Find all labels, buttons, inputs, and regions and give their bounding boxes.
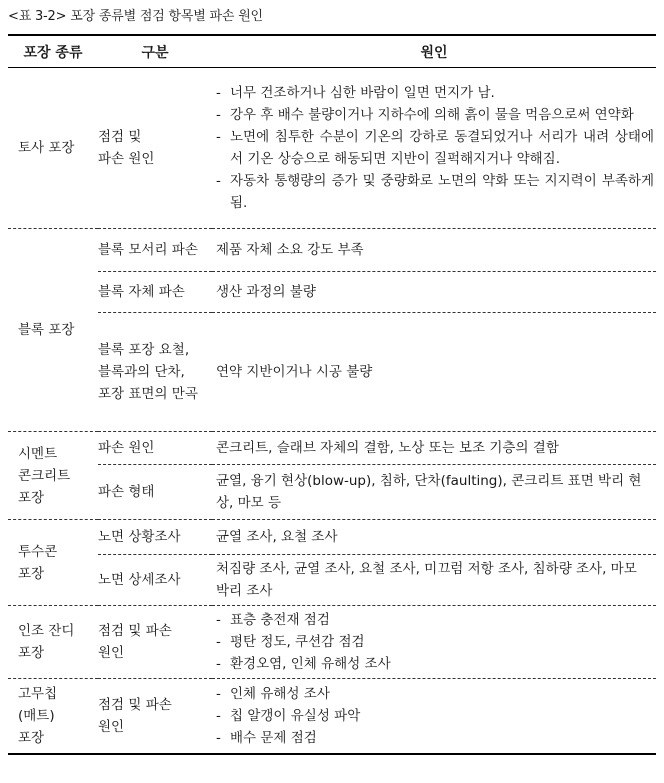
cause-cell: 연약 지반이거나 시공 불량: [212, 313, 656, 432]
header-category: 구분: [98, 35, 212, 68]
bullet-list: [216, 82, 654, 214]
list-item: - 노면에 침투한 수분이 기온의 강하로 동결되었거나 서리가 내려 상태에서 기온 상승으로 해동되면 지반이 질퍽해지거나 약해짐.: [216, 126, 654, 170]
cause-cell: [212, 606, 656, 679]
bullet-list: [216, 609, 654, 675]
category-cell: 노면 상황조사: [98, 520, 212, 555]
pavement-damage-table: [8, 34, 656, 755]
type-cell: 인조 잔디 포장: [8, 606, 98, 679]
table-row-permeable-2: [8, 555, 656, 606]
list-item: - 자동차 통행량의 증가 및 중량화로 노면의 약화 또는 지지력이 부족하게 됨.: [216, 170, 654, 214]
cause-cell: 생산 과정의 불량: [212, 272, 656, 313]
header-type: 포장 종류: [8, 35, 98, 68]
category-cell: 블록 자체 파손: [98, 272, 212, 313]
cause-cell: 제품 자체 소요 강도 부족: [212, 229, 656, 272]
table-row-block-2: [8, 272, 656, 313]
cause-cell: 균열, 융기 현상(blow-up), 침하, 단차(faulting), 콘크리트 표면 박리 현상, 마모 등: [212, 465, 656, 520]
table-row-rubber: [8, 679, 656, 755]
bullet-list: [216, 683, 654, 749]
cause-cell: [212, 679, 656, 755]
table-row-block-3: [8, 313, 656, 432]
category-cell: 점검 및 파손 원인: [98, 68, 212, 229]
table-row-cement-2: [8, 465, 656, 520]
type-cell: 토사 포장: [8, 68, 98, 229]
list-item: - 칩 알갱이 유실성 파악: [216, 705, 654, 727]
header-cause: 원인: [212, 35, 656, 68]
type-cell: 시멘트 콘크리트 포장: [8, 432, 98, 520]
type-cell: 투수콘 포장: [8, 520, 98, 606]
table-row-cement-1: [8, 432, 656, 465]
category-cell: 노면 상세조사: [98, 555, 212, 606]
category-cell: 블록 모서리 파손: [98, 229, 212, 272]
cause-cell: [212, 68, 656, 229]
header-row: [8, 35, 656, 68]
category-cell: 블록 포장 요철, 블록과의 단차, 포장 표면의 만곡: [98, 313, 212, 432]
category-cell: 파손 원인: [98, 432, 212, 465]
list-item: - 표층 충전재 점검: [216, 609, 654, 631]
table-row-permeable-1: [8, 520, 656, 555]
type-cell: 고무칩 (매트) 포장: [8, 679, 98, 755]
table-row-soil: [8, 68, 656, 229]
category-cell: 점검 및 파손 원인: [98, 606, 212, 679]
category-cell: 점검 및 파손 원인: [98, 679, 212, 755]
type-cell: 블록 포장: [8, 229, 98, 432]
list-item: - 너무 건조하거나 심한 바람이 일면 먼지가 남.: [216, 82, 654, 104]
list-item: - 강우 후 배수 불량이거나 지하수에 의해 흙이 물을 먹음으로써 연약화: [216, 104, 654, 126]
table-caption: <표 3-2> 포장 종류별 점검 항목별 파손 원인: [8, 9, 263, 24]
cause-cell: 균열 조사, 요철 조사: [212, 520, 656, 555]
list-item: - 배수 문제 점검: [216, 727, 654, 749]
list-item: - 인체 유해성 조사: [216, 683, 654, 705]
list-item: - 환경오염, 인체 유해성 조사: [216, 653, 654, 675]
list-item: - 평탄 정도, 쿠션감 점검: [216, 631, 654, 653]
table-row-block-1: [8, 229, 656, 272]
cause-cell: 처짐량 조사, 균열 조사, 요철 조사, 미끄럼 저항 조사, 침하량 조사, 마모 박리 조사: [212, 555, 656, 606]
category-cell: 파손 형태: [98, 465, 212, 520]
cause-cell: 콘크리트, 슬래브 자체의 결함, 노상 또는 보조 기층의 결함: [212, 432, 656, 465]
table-row-turf: [8, 606, 656, 679]
